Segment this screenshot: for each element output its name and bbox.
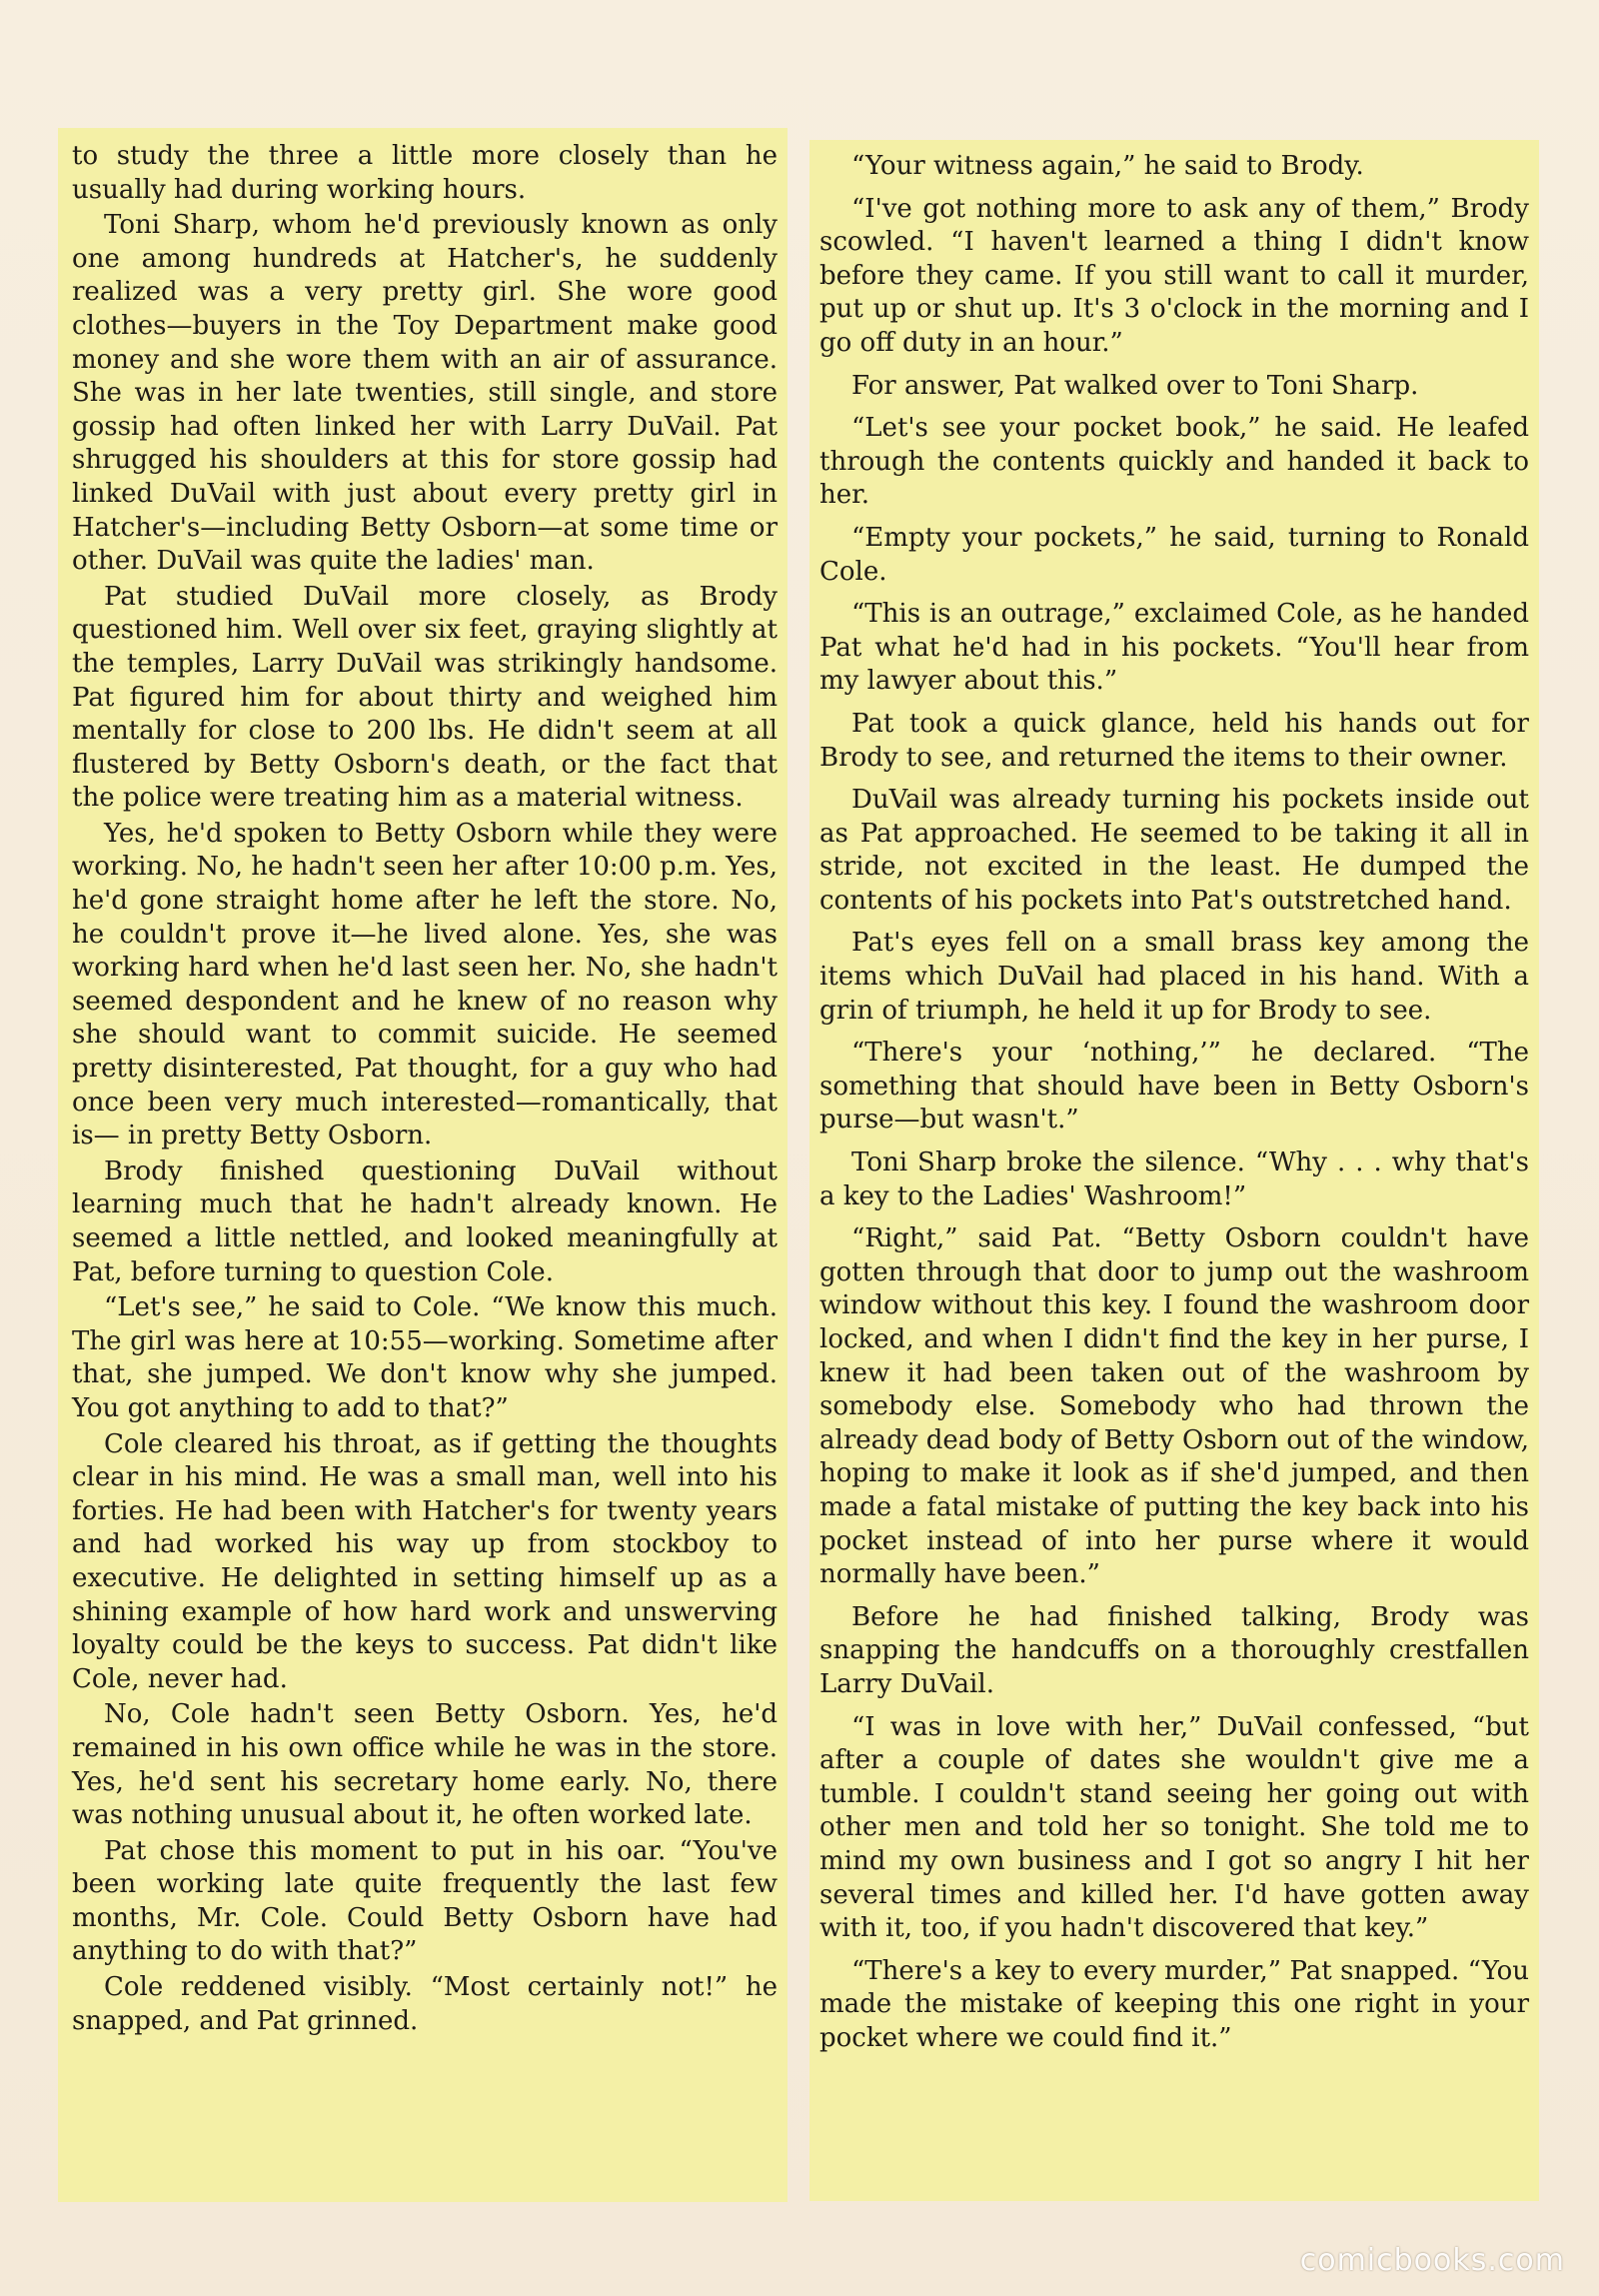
paragraph: Before he had finished talking, Brody was snapping the handcuffs on a thoroughly crestfallen Larry DuVail. (819, 1601, 1529, 1699)
paragraph: Pat's eyes fell on a small brass key among the items which DuVail had placed in his hand. With a grin of triumph, he held it up for Brody to see. (819, 928, 1529, 1026)
paragraph: to study the three a little more closely than he usually had during working hours. (72, 141, 778, 205)
paragraph: Toni Sharp broke the silence. “Why . . . why that's a key to the Ladies' Washroom!” (819, 1148, 1529, 1211)
paragraph: “There's your ‘nothing,’” he declared. “The something that should have been in Betty Osborn's purse—but wasn't.” (819, 1038, 1529, 1136)
paragraph: “Let's see your pocket book,” he said. He leafed through the contents quickly and handed it back to her. (819, 413, 1529, 511)
paragraph: “Your witness again,” he said to Brody. (851, 151, 1364, 181)
paragraph: “I was in love with her,” DuVail confessed, “but after a couple of dates she wouldn't give me a tumble. I couldn't stand seeing her going out with other men and told her so tonight. She told me to mind my own business and I got so angry I hit her several times and killed her. I'd have gotten away with it, too, if you hadn't discovered that key.” (819, 1711, 1529, 1944)
paragraph: Toni Sharp, whom he'd previously known as only one among hundreds at Hatcher's, he suddenly realized was a very pretty girl. She wore good clothes—buyers in the Toy Department make good money and she wore them with an air of assurance. She was in her late twenties, still single, and store gossip had often linked her with Larry DuVail. Pat shrugged his shoulders at this for store gossip had linked DuVail with just about every pretty girl in Hatcher's—including Betty Osborn—at some time or other. DuVail was quite the ladies' man. (72, 210, 778, 577)
paragraph: Pat took a quick glance, held his hands out for Brody to see, and returned the items to their owner. (819, 708, 1529, 773)
paragraph: Cole cleared his throat, as if getting the thoughts clear in his mind. He was a small man, well into his forties. He had been with Hatcher's for twenty years and had worked his way up from stockboy to executive. He delighted in setting himself up as a shining example of how hard work and unswerving loyalty could be the keys to success. Pat didn't like Cole, never had. (72, 1428, 778, 1694)
right-text-column (809, 140, 1539, 2201)
paragraph: No, Cole hadn't seen Betty Osborn. Yes, he'd remained in his own office while he was in the store. Yes, he'd sent his secretary home early. No, there was nothing unusual about it, he often worked late. (72, 1699, 778, 1831)
paragraph: Pat studied DuVail more closely, as Brody questioned him. Well over six feet, graying slightly at the temples, Larry DuVail was strikingly handsome. Pat figured him for about thirty and weighed him mentally for close to 200 lbs. He didn't seem at all flustered by Betty Osborn's death, or the fact that the police were treating him as a material witness. (72, 581, 778, 814)
paragraph: Brody finished questioning DuVail without learning much that he hadn't already known. He seemed a little nettled, and looked meaningfully at Pat, before turning to question Cole. (72, 1155, 778, 1287)
left-text-column (58, 128, 788, 2202)
paragraph: Pat chose this moment to put in his oar. “You've been working late quite frequently the last few months, Mr. Cole. Could Betty Osborn have had anything to do with that?” (72, 1835, 778, 1967)
paragraph: “I've got nothing more to ask any of them,” Brody scowled. “I haven't learned a thing I didn't know before they came. If you still want to call it murder, put up or shut up. It's 3 o'clock in the morning and I go off duty in an hour.” (819, 193, 1529, 358)
paragraph: “There's a key to every murder,” Pat snapped. “You made the mistake of keeping this one right in your pocket where we could find it.” (819, 1955, 1529, 2053)
paragraph: “Empty your pockets,” he said, turning to Ronald Cole. (819, 522, 1529, 587)
paragraph: “Let's see,” he said to Cole. “We know this much. The girl was here at 10:55—working. Sometime after that, she jumped. We don't know why she jumped. You got anything to add to that?” (72, 1292, 778, 1423)
paragraph: For answer, Pat walked over to Toni Sharp. (851, 370, 1419, 401)
paragraph: “Right,” said Pat. “Betty Osborn couldn't have gotten through that door to jump out the washroom window without this key. I found the washroom door locked, and when I didn't find the key in her purse, I knew it had been taken out of the washroom by somebody else. Somebody who had thrown the already dead body of Betty Osborn out of the window, hoping to make it look as if she'd jumped, and then made a fatal mistake of putting the key back into his pocket instead of into her purse where it would normally have been.” (819, 1223, 1529, 1590)
paragraph: DuVail was already turning his pockets inside out as Pat approached. He seemed to be taking it all in stride, not excited in the least. He dumped the contents of his pockets into Pat's outstretched hand. (819, 785, 1529, 916)
site-watermark: comicbooks.com (1299, 2243, 1565, 2278)
paragraph: Yes, he'd spoken to Betty Osborn while they were working. No, he hadn't seen her after 10:00 p.m. Yes, he'd gone straight home after he left the store. No, he couldn't prove it—he lived alone. Yes, she was working hard when he'd last seen her. No, she hadn't seemed despondent and he knew of no reason why she should want to commit suicide. He seemed pretty disinterested, Pat thought, for a guy who had once been very much interested—romantically, that is— in pretty Betty Osborn. (72, 818, 778, 1151)
paragraph: “This is an outrage,” exclaimed Cole, as he handed Pat what he'd had in his pockets. “You'll hear from my lawyer about this.” (819, 599, 1529, 697)
paragraph: Cole reddened visibly. “Most certainly not!” he snapped, and Pat grinned. (72, 1972, 778, 2036)
